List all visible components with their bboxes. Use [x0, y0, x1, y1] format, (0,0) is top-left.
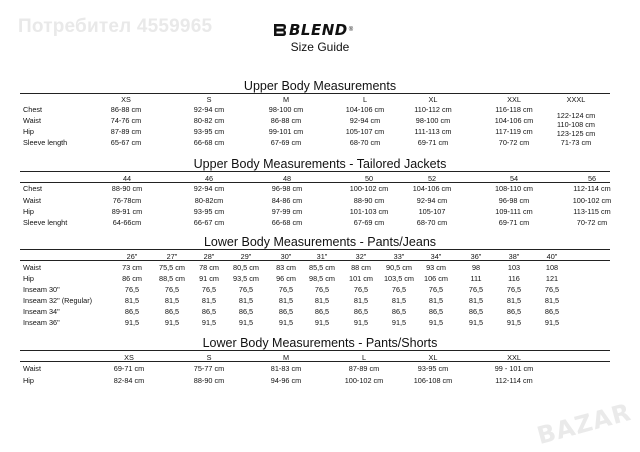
- table-cell: 97-99 cm: [271, 207, 303, 216]
- column-header: XXL: [507, 95, 521, 104]
- table-cell: 91,5: [391, 318, 407, 327]
- table-cell: 99 - 101 cm: [494, 364, 534, 373]
- header-divider: [20, 182, 610, 183]
- section-title: Upper Body Measurements: [243, 79, 397, 93]
- row-label: Chest: [23, 105, 43, 114]
- table-cell: 86,5: [428, 307, 444, 316]
- table-cell: 76,5: [314, 285, 330, 294]
- row-label: Hip: [23, 207, 34, 216]
- column-header: 36": [470, 252, 482, 261]
- table-cell: 104-106 cm: [412, 184, 452, 193]
- table-cell: 88 cm: [351, 263, 371, 272]
- row-label: Inseam 36": [23, 318, 60, 327]
- table-cell: 86,5: [238, 307, 254, 316]
- table-cell: 80-82 cm: [193, 116, 225, 125]
- table-cell: 67-69 cm: [353, 218, 385, 227]
- table-cell: 67-69 cm: [270, 138, 302, 147]
- table-cell: 86 cm: [122, 274, 142, 283]
- table-cell: 66-67 cm: [193, 218, 225, 227]
- table-cell: 96 cm: [276, 274, 296, 283]
- section-divider: [20, 350, 610, 351]
- table-cell: 81,5: [238, 296, 254, 305]
- table-cell: 100-102 cm: [349, 184, 389, 193]
- table-cell: 86,5: [314, 307, 330, 316]
- column-header: XS: [121, 95, 131, 104]
- column-header: XS: [124, 353, 134, 362]
- table-cell: 81,5: [468, 296, 484, 305]
- table-cell: 68-70 cm: [349, 138, 381, 147]
- row-label: Hip: [23, 376, 34, 385]
- table-cell: 76,5: [506, 285, 522, 294]
- table-cell: 69-71 cm: [498, 218, 530, 227]
- table-cell: 76,5: [124, 285, 140, 294]
- table-cell: 91,5: [428, 318, 444, 327]
- column-header: 28": [203, 252, 215, 261]
- table-cell: 64-66cm: [112, 218, 142, 227]
- table-cell: 98,5 cm: [309, 274, 335, 283]
- table-cell: 106 cm: [424, 274, 448, 283]
- table-cell: 89-91 cm: [111, 207, 143, 216]
- table-cell: 83 cm: [276, 263, 296, 272]
- column-header: 46: [204, 174, 214, 183]
- table-cell: 73 cm: [122, 263, 142, 272]
- table-cell: 76,5: [164, 285, 180, 294]
- row-label: Waist: [23, 196, 41, 205]
- table-cell: 93 cm: [426, 263, 446, 272]
- column-header: 26": [126, 252, 138, 261]
- table-cell: 105-107 cm: [345, 127, 385, 136]
- row-label: Waist: [23, 364, 41, 373]
- table-cell: 111: [470, 274, 482, 283]
- table-cell: 88-90 cm: [193, 376, 225, 385]
- table-cell: 91 cm: [199, 274, 219, 283]
- table-cell: 98-100 cm: [268, 105, 304, 114]
- table-cell: 101 cm: [349, 274, 373, 283]
- registered-mark: ®: [348, 27, 354, 33]
- table-cell: 90,5 cm: [386, 263, 412, 272]
- table-cell: 86,5: [544, 307, 560, 316]
- section-divider: [20, 171, 610, 172]
- table-cell: 82-84 cm: [113, 376, 145, 385]
- table-cell: 86,5: [506, 307, 522, 316]
- column-header: 56: [587, 174, 597, 183]
- table-cell: 76,5: [428, 285, 444, 294]
- column-header: XL: [428, 95, 438, 104]
- table-cell: 91,5: [278, 318, 294, 327]
- table-cell: 105-107: [418, 207, 446, 216]
- column-header: 48: [282, 174, 292, 183]
- table-cell: 91,5: [506, 318, 522, 327]
- column-header: XXXL: [566, 95, 586, 104]
- column-header: XXL: [507, 353, 521, 362]
- table-cell: 81,5: [544, 296, 560, 305]
- table-cell: 85,5 cm: [309, 263, 335, 272]
- table-cell: 81,5: [278, 296, 294, 305]
- table-cell: 81,5: [164, 296, 180, 305]
- table-cell: 86-88 cm: [270, 116, 302, 125]
- column-header: 50: [364, 174, 374, 183]
- row-label: Hip: [23, 274, 34, 283]
- xxxl-cell: 71-73 cm: [560, 138, 592, 147]
- brand-logo: [273, 22, 353, 38]
- table-cell: 98: [471, 263, 481, 272]
- table-cell: 101-103 cm: [349, 207, 389, 216]
- table-cell: 104-106 cm: [345, 105, 385, 114]
- table-cell: 81,5: [353, 296, 369, 305]
- table-cell: 94-96 cm: [270, 376, 302, 385]
- column-header: 30": [280, 252, 292, 261]
- table-cell: 109-111 cm: [495, 207, 533, 216]
- table-cell: 91,5: [353, 318, 369, 327]
- table-cell: 91,5: [238, 318, 254, 327]
- row-label: Sleeve length: [23, 138, 68, 147]
- row-label: Hip: [23, 127, 34, 136]
- table-cell: 69-71 cm: [417, 138, 449, 147]
- table-cell: 93-95 cm: [417, 364, 449, 373]
- table-cell: 76,5: [391, 285, 407, 294]
- section-title: Lower Body Measurements - Pants/Shorts: [202, 336, 438, 350]
- row-label: Inseam 30": [23, 285, 60, 294]
- table-cell: 76,5: [278, 285, 294, 294]
- table-cell: 106-108 cm: [413, 376, 453, 385]
- table-cell: 93-95 cm: [193, 207, 225, 216]
- table-cell: 86,5: [201, 307, 217, 316]
- column-header: 29": [240, 252, 252, 261]
- table-cell: 81-83 cm: [270, 364, 302, 373]
- table-cell: 103: [507, 263, 521, 272]
- table-cell: 100-102 cm: [344, 376, 384, 385]
- table-cell: 70-72 cm: [498, 138, 530, 147]
- section-title: Upper Body Measurements - Tailored Jackets: [193, 157, 447, 171]
- xxxl-cell: 110-108 cm: [557, 120, 595, 129]
- table-cell: 76,5: [468, 285, 484, 294]
- table-cell: 87-89 cm: [348, 364, 380, 373]
- table-cell: 80-82cm: [194, 196, 224, 205]
- table-cell: 112-114 cm: [495, 376, 533, 385]
- table-cell: 98-100 cm: [415, 116, 451, 125]
- table-cell: 70-72 cm: [576, 218, 608, 227]
- column-header: 40": [546, 252, 558, 261]
- table-cell: 91,5: [201, 318, 217, 327]
- table-cell: 96-98 cm: [498, 196, 530, 205]
- row-label: Waist: [23, 116, 41, 125]
- table-cell: 104-106 cm: [494, 116, 534, 125]
- table-cell: 75,5 cm: [159, 263, 185, 272]
- table-cell: 88,5 cm: [159, 274, 185, 283]
- row-label: Inseam 34": [23, 307, 60, 316]
- column-header: 44: [122, 174, 132, 183]
- blend-b-icon: [273, 23, 287, 37]
- page-subtitle: Size Guide: [290, 40, 350, 54]
- column-header: M: [282, 95, 290, 104]
- column-header: XL: [428, 353, 438, 362]
- table-cell: 91,5: [314, 318, 330, 327]
- table-cell: 66-68 cm: [193, 138, 225, 147]
- table-cell: 86,5: [391, 307, 407, 316]
- table-cell: 81,5: [124, 296, 140, 305]
- table-cell: 116-118 cm: [495, 105, 533, 114]
- column-header: 31": [316, 252, 328, 261]
- column-header: L: [362, 95, 368, 104]
- table-cell: 87-89 cm: [110, 127, 142, 136]
- table-cell: 93,5 cm: [233, 274, 259, 283]
- table-cell: 81,5: [391, 296, 407, 305]
- column-header: 33": [393, 252, 405, 261]
- column-header: S: [206, 95, 212, 104]
- user-watermark: Потребител 4559965: [18, 16, 213, 37]
- table-cell: 65-67 cm: [110, 138, 142, 147]
- table-cell: 68-70 cm: [416, 218, 448, 227]
- column-header: 54: [509, 174, 519, 183]
- table-cell: 76,5: [238, 285, 254, 294]
- table-cell: 86,5: [468, 307, 484, 316]
- column-header: 52: [427, 174, 437, 183]
- section-title: Lower Body Measurements - Pants/Jeans: [203, 235, 437, 249]
- table-cell: 81,5: [314, 296, 330, 305]
- table-cell: 92-94 cm: [349, 116, 381, 125]
- column-header: 32": [355, 252, 367, 261]
- table-cell: 121: [545, 274, 559, 283]
- table-cell: 112-114 cm: [573, 184, 611, 193]
- table-cell: 103,5 cm: [383, 274, 415, 283]
- table-cell: 96-98 cm: [271, 184, 303, 193]
- header-divider: [20, 260, 610, 261]
- table-cell: 108: [545, 263, 559, 272]
- table-cell: 92-94 cm: [193, 184, 225, 193]
- table-cell: 111-113 cm: [414, 127, 452, 136]
- table-cell: 113-115 cm: [573, 207, 611, 216]
- table-cell: 92-94 cm: [416, 196, 448, 205]
- table-cell: 69-71 cm: [113, 364, 145, 373]
- table-cell: 81,5: [428, 296, 444, 305]
- brand-name: BLEND: [289, 21, 348, 39]
- table-cell: 80,5 cm: [233, 263, 259, 272]
- column-header: L: [361, 353, 367, 362]
- xxxl-cell: 122-124 cm: [556, 111, 596, 120]
- table-cell: 88-90 cm: [111, 184, 143, 193]
- column-header: 34": [430, 252, 442, 261]
- table-cell: 91,5: [544, 318, 560, 327]
- section-divider: [20, 249, 610, 250]
- table-cell: 74-76 cm: [110, 116, 142, 125]
- column-header: 27": [166, 252, 178, 261]
- xxxl-cell: 123-125 cm: [556, 129, 596, 138]
- header-divider: [20, 361, 610, 362]
- table-cell: 100-102 cm: [572, 196, 612, 205]
- section-divider: [20, 93, 610, 94]
- table-cell: 99-101 cm: [268, 127, 304, 136]
- table-cell: 88-90 cm: [353, 196, 385, 205]
- table-cell: 91,5: [124, 318, 140, 327]
- table-cell: 86-88 cm: [110, 105, 142, 114]
- row-label: Sleeve lenght: [23, 218, 68, 227]
- row-label: Chest: [23, 184, 43, 193]
- table-cell: 76,5: [353, 285, 369, 294]
- table-cell: 78 cm: [199, 263, 219, 272]
- table-cell: 84-86 cm: [271, 196, 303, 205]
- column-header: 38": [508, 252, 520, 261]
- table-cell: 76-78cm: [112, 196, 142, 205]
- table-cell: 91,5: [164, 318, 180, 327]
- column-header: M: [282, 353, 290, 362]
- table-cell: 75-77 cm: [193, 364, 225, 373]
- row-label: Inseam 32" (Regular): [23, 296, 93, 305]
- table-cell: 86,5: [124, 307, 140, 316]
- table-cell: 110-112 cm: [414, 105, 452, 114]
- table-cell: 81,5: [506, 296, 522, 305]
- column-header: S: [206, 353, 212, 362]
- table-cell: 86,5: [353, 307, 369, 316]
- table-cell: 108-110 cm: [495, 184, 533, 193]
- row-label: Waist: [23, 263, 41, 272]
- table-cell: 66-68 cm: [271, 218, 303, 227]
- corner-watermark: BAZAR: [533, 398, 634, 450]
- table-cell: 81,5: [201, 296, 217, 305]
- table-cell: 93-95 cm: [193, 127, 225, 136]
- table-cell: 91,5: [468, 318, 484, 327]
- table-cell: 117-119 cm: [495, 127, 533, 136]
- table-cell: 76,5: [544, 285, 560, 294]
- table-cell: 76,5: [201, 285, 217, 294]
- table-cell: 116: [508, 274, 520, 283]
- table-cell: 92-94 cm: [193, 105, 225, 114]
- table-cell: 86,5: [278, 307, 294, 316]
- table-cell: 86,5: [164, 307, 180, 316]
